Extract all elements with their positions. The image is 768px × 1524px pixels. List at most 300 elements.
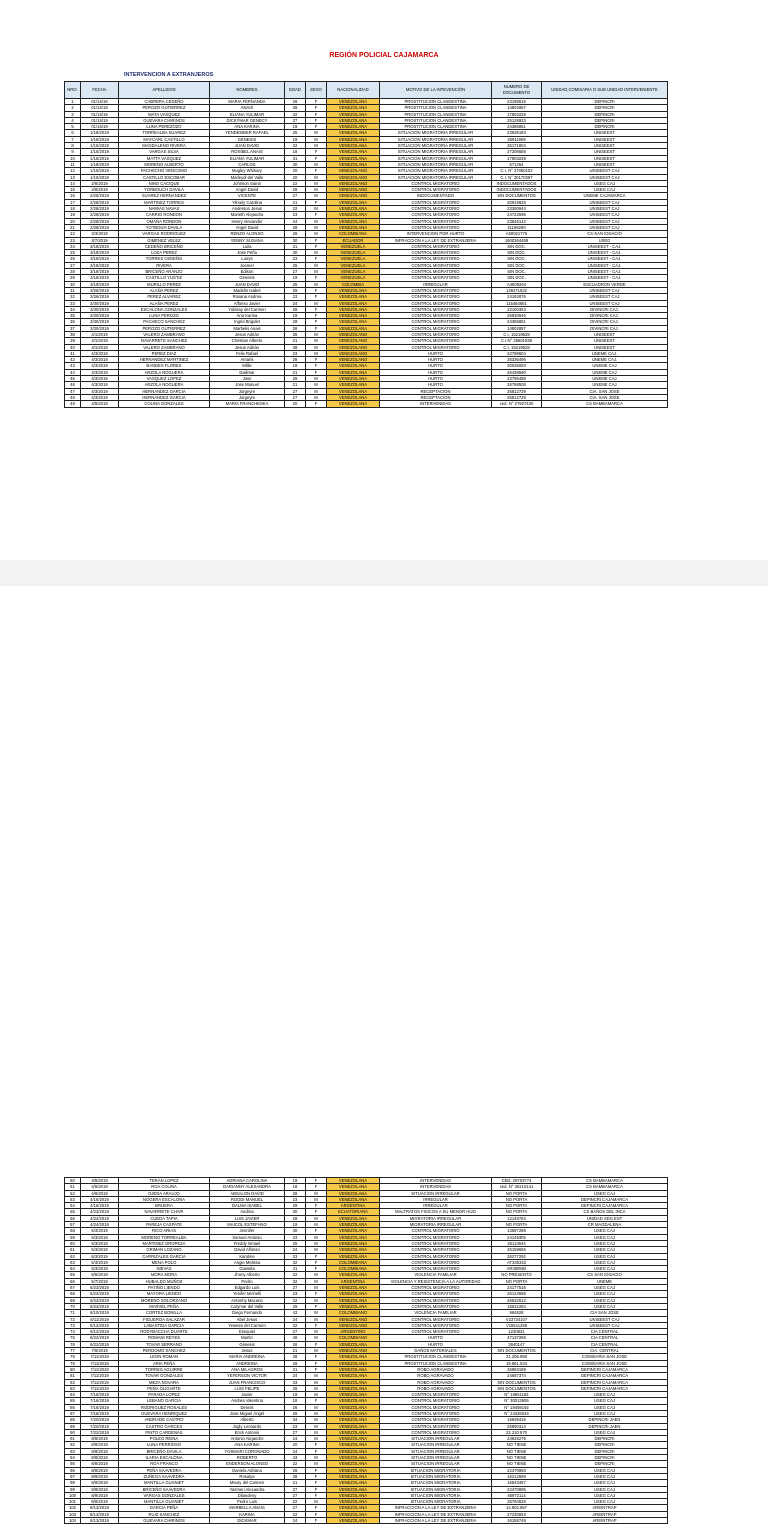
table-cell: M: [306, 161, 327, 167]
table-cell: SITUACION IRREGULAR: [380, 1448, 492, 1454]
table-cell: USEG CAJ: [542, 1247, 668, 1253]
table-cell: 5/7/2019: [81, 1278, 119, 1284]
table-cell: NOGERA ESCALONA: [119, 1196, 210, 1202]
table-cell: 4/1/2019: [81, 331, 119, 337]
table-cell: ROBO AGRAVADO: [380, 1373, 492, 1379]
table-cell: IRREGULAR: [380, 1203, 492, 1209]
table-cell: MARTINEZ OROPEZA: [119, 1240, 210, 1246]
table-cell: UNEME CAJ: [542, 376, 668, 382]
table-cell: 23: [285, 350, 306, 356]
table-cell: Ingrid Brigidet: [210, 319, 285, 325]
table-cell: VENEZOLANA: [327, 1272, 380, 1278]
table-cell: USEG CAJ: [542, 1492, 668, 1498]
table-cell: 103: [65, 1511, 81, 1517]
table-cell: CIA SAN JOSE: [542, 1310, 668, 1316]
table-cell: DEPINCRI: [542, 1442, 668, 1448]
table-cell: 32: [65, 294, 81, 300]
table-cell: 54: [65, 1203, 81, 1209]
table-cell: UNISEEST: [542, 155, 668, 161]
table-cell: VENEZOLANA: [327, 1222, 380, 1228]
table-cell: M: [306, 394, 327, 400]
table-cell: USEG CAJ: [542, 1259, 668, 1265]
table-cell: F: [306, 1398, 327, 1404]
table-cell: M: [306, 269, 327, 275]
table-cell: DEPINCRI: [542, 117, 668, 123]
table-cell: RECEPTACION: [380, 394, 492, 400]
table-cell: 13597286: [492, 1228, 542, 1234]
table-cell: INTERVENIDAS: [380, 1178, 492, 1184]
table-cell: 8: [65, 143, 81, 149]
table-cell: 8/8/2019: [81, 1461, 119, 1467]
table-cell: 4/5/2019: [81, 1178, 119, 1184]
table-cell: Jennifer: [210, 1228, 285, 1234]
table-cell: M: [306, 1373, 327, 1379]
table-cell: 8/8/2019: [81, 1448, 119, 1454]
table-cell: Madelin Isabel: [210, 287, 285, 293]
table-cell: F: [306, 99, 327, 105]
table-cell: VENEZOLANA: [327, 149, 380, 155]
table-cell: VENEZUELA: [327, 262, 380, 268]
table-cell: HERNANDEZ MARTINEZ: [119, 357, 210, 363]
table-cell: LUIS FELIPE: [210, 1385, 285, 1391]
table-cell: 19.861.534: [492, 1360, 542, 1366]
table-cell: 38: [285, 344, 306, 350]
table-cell: 14.802.857: [492, 1505, 542, 1511]
table-cell: 13: [65, 174, 81, 180]
table-cell: ROBERTO: [210, 1455, 285, 1461]
table-cell: AREINTRAP: [542, 1505, 668, 1511]
table-cell: NO TIENE: [492, 1448, 542, 1454]
table-cell: 3/30/2019: [81, 300, 119, 306]
table-cell: DIVINCRI CAJ.: [542, 306, 668, 312]
table-cell: COLOMBIANO: [327, 1310, 380, 1316]
table-cell: 7/6/2019: [81, 1348, 119, 1354]
table-cell: F: [306, 1253, 327, 1259]
table-cell: 77: [65, 1348, 81, 1354]
table-cell: 84: [65, 1392, 81, 1398]
table-cell: 9: [65, 149, 81, 155]
table-cell: GUEVARA CHIRINOS: [119, 1518, 210, 1524]
table-cell: M: [306, 1196, 327, 1202]
table-cell: SITUACION MIGRATORIA IRREGULAR: [380, 143, 492, 149]
table-cell: M: [306, 1272, 327, 1278]
table-cell: 23: [285, 212, 306, 218]
table-cell: DEPINCRI CAJAMARCA: [542, 1385, 668, 1391]
table-cell: Felix Rafael: [210, 350, 285, 356]
table-cell: Jesus: [210, 1348, 285, 1354]
table-cell: CASTRO GARCES: [119, 1423, 210, 1429]
table-cell: 4/3/2019: [81, 388, 119, 394]
table-cell: PERDOMO SANCHEZ: [119, 1348, 210, 1354]
table-cell: F: [306, 1303, 327, 1309]
table-cell: CONTROL MIGRATORIO: [380, 1291, 492, 1297]
table-cell: VENEZOLANA: [327, 1354, 380, 1360]
table-cell: VARGAS RODRIGUEZ: [119, 231, 210, 237]
foreigners-table-page-1: [64, 81, 668, 408]
table-cell: VENEZOLANO: [327, 1316, 380, 1322]
table-cell: David Alfonso: [210, 1247, 285, 1253]
table-cell: M: [306, 224, 327, 230]
table-cell: 18: [65, 206, 81, 212]
table-cell: VENEZOLANA: [327, 1196, 380, 1202]
table-cell: CONTROL MIGRATORIO: [380, 187, 492, 193]
table-cell: ANA KARINA: [210, 124, 285, 130]
table-cell: M: [306, 388, 327, 394]
foreigners-table-page-2: [64, 1177, 668, 1524]
document-page-1: [0, 0, 768, 560]
table-cell: 2/25/2019: [81, 193, 119, 199]
table-cell: Martin: [210, 1335, 285, 1341]
table-cell: 5/3/2019: [81, 1253, 119, 1259]
table-cell: VENEZUELA: [327, 250, 380, 256]
table-cell: 30: [285, 237, 306, 243]
table-cell: DEPINCRI: [542, 105, 668, 111]
table-cell: USEG CAJ: [542, 1398, 668, 1404]
table-cell: 17: [65, 199, 81, 205]
table-cell: CONTROL MIGRATORIO: [380, 1247, 492, 1253]
table-cell: GUEVARA CHIRINOS: [119, 117, 210, 123]
table-cell: 27: [65, 262, 81, 268]
table-cell: 01/15/19: [81, 105, 119, 111]
table-cell: 5/23/2019: [81, 1297, 119, 1303]
table-cell: UNISEEST CAJ: [542, 212, 668, 218]
table-cell: 24: [285, 1247, 306, 1253]
table-cell: Dilandeny: [210, 1492, 285, 1498]
table-cell: 99: [65, 1486, 81, 1492]
table-cell: 12: [65, 168, 81, 174]
table-cell: 139271522: [492, 287, 542, 293]
table-cell: VENEZOLANO: [327, 1322, 380, 1328]
table-cell: DALMA ISABEL: [210, 1203, 285, 1209]
table-cell: 56: [65, 1215, 81, 1221]
table-cell: UNISEEST: [542, 136, 668, 142]
table-cell: UNEME CAJ: [542, 382, 668, 388]
table-cell: 2/8/2019: [81, 187, 119, 193]
col-header-sexo: SEXO: [306, 82, 327, 99]
table-cell: HURTO: [380, 369, 492, 375]
table-cell: Antonhy Macario: [210, 1297, 285, 1303]
table-cell: UNISEEST CAJ: [542, 287, 668, 293]
table-cell: 5/3/2019: [81, 1240, 119, 1246]
table-cell: 26: [285, 99, 306, 105]
table-cell: 22470895: [492, 1486, 542, 1492]
table-cell: USEG: [542, 237, 668, 243]
table-cell: LUIS JAVIER: [210, 1215, 285, 1221]
table-cell: LEON ROMAN: [119, 1354, 210, 1360]
table-cell: NIEVAS: [119, 1266, 210, 1272]
table-cell: 26: [285, 306, 306, 312]
table-cell: 115464681: [492, 300, 542, 306]
table-cell: 40: [285, 1228, 306, 1234]
table-cell: YORBOUCH DAVILA: [119, 187, 210, 193]
table-cell: VENEZOLANA: [327, 1492, 380, 1498]
table-cell: 01/15/19: [81, 124, 119, 130]
table-cell: PINTO CARDENAS: [119, 1429, 210, 1435]
table-cell: CEDEÑO BRICEÑO: [119, 243, 210, 249]
table-cell: 20: [285, 1442, 306, 1448]
table-cell: PROSTITUCION CLANDESTINA: [380, 1354, 492, 1360]
table-cell: VENEZOLANO: [327, 174, 380, 180]
table-cell: 25: [285, 281, 306, 287]
table-cell: ROODI MANUEL: [210, 1196, 285, 1202]
table-cell: VENEZOLANA: [327, 1404, 380, 1410]
table-cell: C.I. N° 30170297: [492, 174, 542, 180]
table-cell: 31: [65, 287, 81, 293]
table-cell: N° 30013655: [492, 1398, 542, 1404]
table-cell: USEG CAJ: [542, 1499, 668, 1505]
table-cell: 8/9/2019: [81, 1473, 119, 1479]
table-cell: Amaris: [210, 357, 285, 363]
table-cell: 43: [285, 1310, 306, 1316]
table-cell: 63: [65, 1259, 81, 1265]
table-cell: M: [306, 250, 327, 256]
table-cell: 24: [285, 1373, 306, 1379]
table-cell: DEPINCRI: [542, 111, 668, 117]
table-cell: USEG CAJ: [542, 1303, 668, 1309]
table-cell: DEPINCRI JAEN: [542, 1417, 668, 1423]
table-cell: DIVINCRI CAJ.: [542, 325, 668, 331]
table-cell: DICKMAR: [210, 1518, 285, 1524]
table-cell: 1: [65, 99, 81, 105]
table-cell: VENEZOLANO: [327, 1348, 380, 1354]
table-cell: C.I.N° 25601938: [492, 338, 542, 344]
table-cell: 18: [285, 363, 306, 369]
table-cell: CONTROL MIGRATORIO: [380, 269, 492, 275]
table-cell: 14: [65, 180, 81, 186]
table-cell: F: [306, 1518, 327, 1524]
table-cell: VENEZOLANA: [327, 369, 380, 375]
table-cell: F: [306, 1322, 327, 1328]
table-cell: CONTROL MIGRATORIO: [380, 1285, 492, 1291]
table-cell: 23625276: [492, 1436, 542, 1442]
table-cell: VENEZOLANA: [327, 1442, 380, 1448]
table-cell: Alfonso Javier: [210, 300, 285, 306]
table-cell: MIGRATORIA IRREGULAR: [380, 1215, 492, 1221]
table-cell: F: [306, 363, 327, 369]
table-cell: F: [306, 1266, 327, 1272]
table-cell: 3/26/2019: [81, 294, 119, 300]
table-cell: ANDRADE CASTRO: [119, 1417, 210, 1423]
table-body-page-2: [65, 1178, 668, 1524]
table-cell: 18: [285, 149, 306, 155]
table-cell: SITUACION IRREGULAR: [380, 1436, 492, 1442]
table-cell: 23390944: [492, 206, 542, 212]
table-cell: SITUACION MIGRATORIA: [380, 1473, 492, 1479]
table-cell: 18632284: [492, 1303, 542, 1309]
table-cell: VENEZOLANA: [327, 1398, 380, 1404]
table-cell: 57: [65, 1222, 81, 1228]
table-cell: UNISEEST: [542, 161, 668, 167]
table-cell: 7/16/2019: [81, 1410, 119, 1416]
table-cell: 78: [65, 1354, 81, 1360]
table-cell: 82: [65, 1379, 81, 1385]
table-cell: INFRACCION A LA LEY DE EXTRANJERIA: [380, 237, 492, 243]
table-cell: M: [306, 1417, 327, 1423]
table-cell: USEG CAJ: [542, 180, 668, 186]
table-cell: 28: [285, 357, 306, 363]
table-cell: MAGDALENO RIVERA: [119, 143, 210, 149]
table-cell: 31: [285, 243, 306, 249]
table-cell: M: [306, 193, 327, 199]
table-cell: VENEZOLANA: [327, 1247, 380, 1253]
table-cell: 24386851: [492, 319, 542, 325]
table-cell: 92: [65, 1442, 81, 1448]
col-header-unidad: UNIDAD,COMISARIA O SUB UNIDAD INTERVENIENTE: [542, 82, 668, 99]
table-cell: 27: [285, 1486, 306, 1492]
table-cell: UNISEEST - CAJ.: [542, 275, 668, 281]
table-cell: CONTROL MIGRATORIO: [380, 319, 492, 325]
table-cell: BRICEÑO SAAVEDRA: [119, 1486, 210, 1492]
table-cell: CONTROL MIGRATORIO: [380, 1329, 492, 1335]
table-cell: CONTROL MIGRATORIO: [380, 306, 492, 312]
table-cell: 1/16/2019: [81, 130, 119, 136]
table-cell: F: [306, 325, 327, 331]
table-cell: INFRACCION A LA LEY DE EXTRANJERIA: [380, 1505, 492, 1511]
table-cell: USEG CAJ: [542, 1297, 668, 1303]
table-cell: MENA POLO: [119, 1259, 210, 1265]
table-cell: VENEZOLANA: [327, 1366, 380, 1372]
col-header-nombres: NOMBRES: [210, 82, 285, 99]
table-row: [65, 1518, 668, 1524]
table-cell: MALTRATOS FISICOS A SU MENOR HIJO: [380, 1209, 492, 1215]
table-cell: DEPINCRI CAJAMARCA: [542, 1379, 668, 1385]
table-cell: ELIANA YULIMAR: [210, 111, 285, 117]
table-cell: 50: [65, 1178, 81, 1184]
table-cell: M: [306, 130, 327, 136]
table-cell: HURTO: [380, 382, 492, 388]
table-cell: USEG CAJ: [542, 1467, 668, 1473]
table-cell: 5/3/2019: [81, 1247, 119, 1253]
table-cell: 23: [285, 1291, 306, 1297]
table-cell: Jose Peña: [210, 250, 285, 256]
table-cell: SITUACION MIGRATORIA: [380, 1492, 492, 1498]
table-cell: 58: [65, 1228, 81, 1234]
table-cell: UNISEEST - CAJ.: [542, 256, 668, 262]
table-cell: 44: [65, 369, 81, 375]
table-cell: Dennis: [210, 1404, 285, 1410]
table-cell: 66: [65, 1278, 81, 1284]
table-cell: A4608264: [492, 281, 542, 287]
table-cell: CIA. SAN JOSE: [542, 394, 668, 400]
table-cell: 21: [285, 1480, 306, 1486]
table-cell: USEG CAJ: [542, 187, 668, 193]
table-cell: 3/30/2019: [81, 313, 119, 319]
table-body-page-1: [65, 99, 668, 408]
table-cell: VENEZOLANA: [327, 1518, 380, 1524]
table-cell: F: [306, 1486, 327, 1492]
table-cell: M: [306, 218, 327, 224]
col-header-documento: NUMERO DE DOCUMENTO: [492, 82, 542, 99]
table-cell: 3/18/2019: [81, 243, 119, 249]
table-cell: VENEZOLANA: [327, 218, 380, 224]
page-separator: [0, 560, 768, 586]
table-cell: CONTROL MIGRATORIO: [380, 1423, 492, 1429]
table-cell: 1900364469: [492, 237, 542, 243]
table-cell: 7/11/2019: [81, 1366, 119, 1372]
table-cell: PARADA LOPEZ: [119, 1392, 210, 1398]
table-cell: 93: [65, 1448, 81, 1454]
table-cell: MANTILLA GUANIET: [119, 1499, 210, 1505]
table-cell: ROBO AGRAVADO: [380, 1379, 492, 1385]
table-cell: Christian Alberto: [210, 338, 285, 344]
table-cell: F: [306, 313, 327, 319]
table-cell: Henry Alexander: [210, 218, 285, 224]
table-cell: 21186280: [492, 224, 542, 230]
table-cell: 59: [65, 1234, 81, 1240]
table-cell: Esequiel: [210, 1329, 285, 1335]
table-cell: VENEZOLANA: [327, 1297, 380, 1303]
table-cell: 19: [285, 313, 306, 319]
table-cell: COLOMBIANA: [327, 1266, 380, 1272]
col-header-apellidos: APELLIDOS: [119, 82, 210, 99]
table-cell: VENEZOLANO: [327, 168, 380, 174]
table-cell: 21.206.959: [492, 1354, 542, 1360]
table-cell: ced. N° 30210141: [492, 1184, 542, 1190]
table-cell: ARZOLA NOGUERA: [119, 382, 210, 388]
table-cell: VENEZOLANA: [327, 1410, 380, 1416]
table-cell: CONTROL MIGRATORIO: [380, 1240, 492, 1246]
table-cell: HURTO: [380, 376, 492, 382]
table-cell: N° 19459192: [492, 1404, 542, 1410]
table-cell: UNISEEST CAJ: [542, 218, 668, 224]
table-cell: 7: [65, 136, 81, 142]
table-cell: 28: [285, 187, 306, 193]
table-cell: 98: [65, 1480, 81, 1486]
table-cell: YEFERSON VICTOR: [210, 1373, 285, 1379]
table-cell: 19: [285, 1178, 306, 1184]
table-cell: ROBO AGRAVADO: [380, 1366, 492, 1372]
table-cell: 51: [65, 1184, 81, 1190]
table-cell: CASTILLO ESCOBAR: [119, 174, 210, 180]
table-cell: 27230653: [492, 1511, 542, 1517]
table-cell: USEG CAJ: [542, 1291, 668, 1297]
table-cell: Jose Manuel: [210, 382, 285, 388]
table-cell: SIN DOCUMENTOS: [492, 193, 542, 199]
table-cell: 28: [65, 269, 81, 275]
table-cell: VENEZOLANA: [327, 382, 380, 388]
table-cell: COLINA GONZALES: [119, 401, 210, 407]
table-cell: ENDERSON ALONSO: [210, 1461, 285, 1467]
table-cell: COLOMBIANA: [327, 231, 380, 237]
table-cell: M: [306, 1278, 327, 1284]
table-cell: M: [306, 1461, 327, 1467]
table-cell: CASTILLO YUSTIZ: [119, 275, 210, 281]
table-cell: F: [306, 1360, 327, 1366]
table-cell: VENEZOLANA: [327, 1486, 380, 1492]
table-cell: 25171804: [492, 143, 542, 149]
table-cell: 19: [285, 136, 306, 142]
table-cell: 26: [285, 231, 306, 237]
table-cell: N° 19651184: [492, 1392, 542, 1398]
table-cell: M: [306, 1297, 327, 1303]
table-cell: CONTROL MIGRATORIO: [380, 325, 492, 331]
table-cell: F: [306, 1341, 327, 1347]
table-cell: CS BAÑOS DEL INCA: [542, 1209, 668, 1215]
table-cell: SUAREZ HERNANDEZ: [119, 193, 210, 199]
table-cell: NO PORTA: [492, 1203, 542, 1209]
table-cell: 4: [65, 117, 81, 123]
table-cell: 23796488: [492, 376, 542, 382]
table-cell: VENEZOLANA: [327, 294, 380, 300]
table-cell: M: [306, 350, 327, 356]
table-cell: INTERVENCION POR HURTO: [380, 231, 492, 237]
table-cell: GIMENEZ VELEZ: [119, 237, 210, 243]
table-cell: 1/16/2019: [81, 161, 119, 167]
table-cell: 26911959: [492, 136, 542, 142]
table-cell: F: [306, 1291, 327, 1297]
table-cell: DEPINCRI CAJAMARCA: [542, 1366, 668, 1372]
table-cell: Jogly Leonardo: [210, 1423, 285, 1429]
